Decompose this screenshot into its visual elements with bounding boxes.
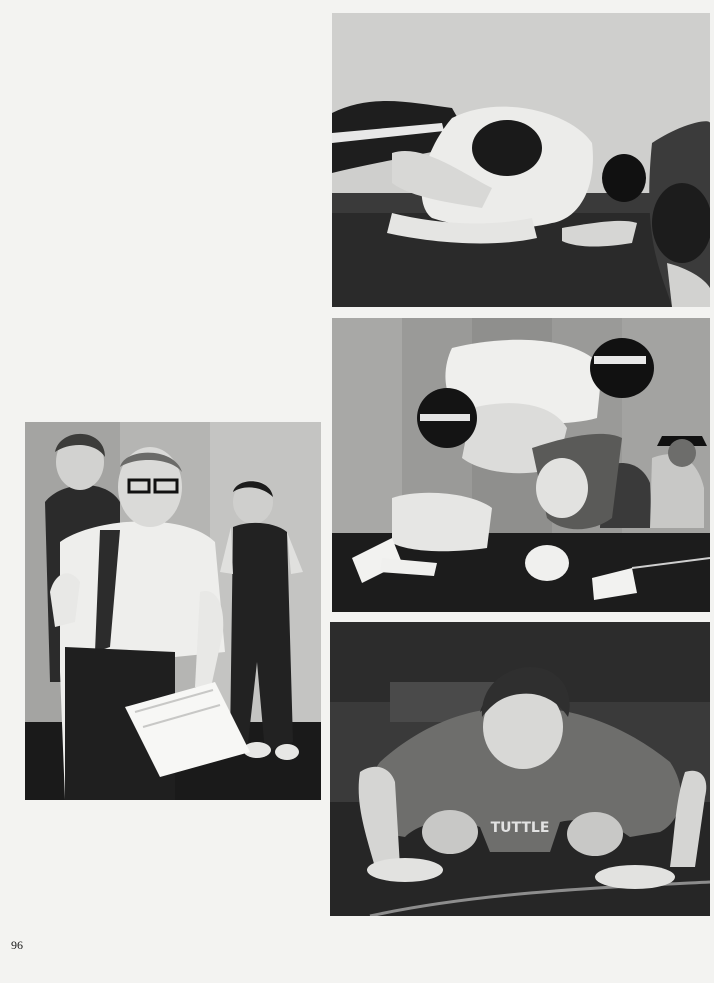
shirt-print: TUTTLE: [490, 820, 550, 836]
wrestling-takedown-photo: [332, 13, 710, 307]
coach-portrait-photo: [25, 422, 321, 800]
wrestler-stance-photo: [330, 622, 710, 916]
wrestling-practice-photo: [332, 318, 710, 612]
page-number: 96: [11, 938, 23, 952]
